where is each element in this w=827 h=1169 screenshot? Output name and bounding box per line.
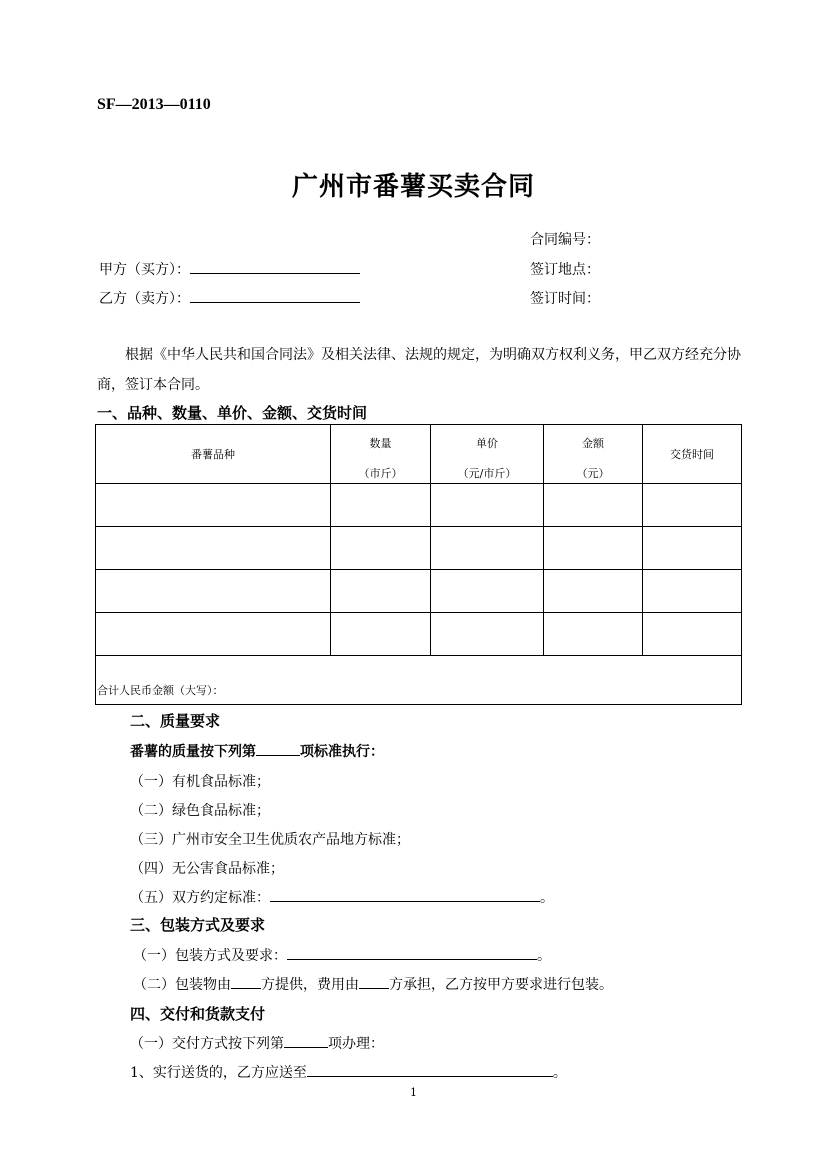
packaging-item-2-text-b: 方提供，费用由: [261, 977, 359, 993]
section-3-heading: 三、包装方式及要求: [130, 916, 266, 934]
section-4-heading: 四、交付和货款支付: [130, 1005, 266, 1023]
header-variety: 番薯品种: [96, 425, 331, 484]
table-cell[interactable]: [643, 527, 742, 570]
header-price: [431, 425, 544, 484]
header-price-unit: （元/市斤）: [457, 467, 517, 480]
sign-place-label: 签订地点：: [530, 262, 600, 278]
table-cell[interactable]: [643, 484, 742, 527]
party-b-label: 乙方（卖方）：: [99, 291, 190, 307]
header-amount-label: 金额: [582, 437, 604, 450]
header-amount-unit: （元）: [576, 467, 610, 480]
party-b-line: [99, 288, 360, 308]
contract-number-label: 合同编号：: [530, 232, 600, 248]
header-quantity-unit: （市斤）: [358, 467, 403, 480]
header-delivery-time: 交货时间: [643, 425, 742, 484]
packaging-item-1: [133, 945, 551, 965]
delivery-item-2: [130, 1062, 567, 1082]
header-price-label: 单价: [476, 437, 498, 450]
intro-paragraph: 根据《中华人民共和国合同法》及相关法律、法规的规定，为明确双方权利义务，甲乙双方经充分协商，签订本合同。: [97, 347, 741, 393]
table-cell[interactable]: [544, 570, 643, 613]
quality-lead-text-end: 项标准执行：: [300, 744, 384, 760]
packaging-item-2-text-c: 方承担，乙方按甲方要求进行包装。: [389, 977, 613, 993]
quality-item-3: （三）广州市安全卫生优质农产品地方标准；: [130, 832, 410, 848]
custom-standard-blank[interactable]: [270, 887, 540, 902]
packaging-cost-bearer-blank[interactable]: [359, 974, 389, 989]
table-cell[interactable]: [431, 613, 544, 656]
table-cell[interactable]: [331, 613, 431, 656]
quality-standard-lead: [130, 741, 384, 761]
table-cell[interactable]: [431, 570, 544, 613]
packaging-item-2: [133, 974, 613, 994]
header-quantity-label: 数量: [369, 437, 392, 450]
table-cell[interactable]: [331, 484, 431, 527]
table-cell[interactable]: [96, 527, 331, 570]
table-cell[interactable]: [544, 484, 643, 527]
table-row: [96, 484, 742, 527]
document-code: SF—2013—0110: [97, 96, 211, 113]
delivery-item-2-end: 。: [552, 1065, 567, 1081]
table-row: [96, 527, 742, 570]
table-row: [96, 570, 742, 613]
packaging-item-2-text-a: （二）包装物由: [133, 977, 231, 993]
table-cell[interactable]: [643, 613, 742, 656]
quality-item-5-end: 。: [540, 890, 554, 906]
packaging-method-blank[interactable]: [287, 945, 537, 960]
packaging-item-1-label: （一）包装方式及要求：: [133, 948, 287, 964]
quality-item-blank[interactable]: [256, 741, 300, 756]
delivery-item-1-text-a: （一）交付方式按下列第: [130, 1036, 284, 1052]
quality-item-5: [130, 887, 554, 907]
table-cell[interactable]: [431, 527, 544, 570]
sign-time-label: 签订时间：: [530, 291, 600, 307]
table-cell[interactable]: [96, 484, 331, 527]
delivery-item-blank[interactable]: [284, 1033, 328, 1048]
header-quantity: [331, 425, 431, 484]
party-a-label: 甲方（买方）：: [99, 262, 190, 278]
page-number: 1: [410, 1086, 417, 1099]
delivery-location-blank[interactable]: [307, 1062, 553, 1077]
header-amount: [544, 425, 643, 484]
table-cell[interactable]: [544, 613, 643, 656]
document-title: 广州市番薯买卖合同: [291, 172, 535, 202]
party-a-blank[interactable]: [190, 259, 360, 274]
delivery-item-1-text-b: 项办理：: [328, 1036, 384, 1052]
table-cell[interactable]: [96, 613, 331, 656]
table-row: [96, 613, 742, 656]
quality-item-1: （一）有机食品标准；: [130, 774, 270, 790]
quality-lead-text: 番薯的质量按下列第: [130, 744, 256, 760]
table-cell[interactable]: [96, 570, 331, 613]
total-row: [96, 656, 742, 705]
quality-item-5-label: （五）双方约定标准：: [130, 890, 270, 906]
table-cell[interactable]: [331, 570, 431, 613]
total-amount-label[interactable]: 合计人民币金额（大写）：: [96, 656, 742, 705]
party-b-blank[interactable]: [190, 288, 360, 303]
table-cell[interactable]: [431, 484, 544, 527]
quality-item-4: （四）无公害食品标准；: [130, 861, 284, 877]
section-1-heading: 一、品种、数量、单价、金额、交货时间: [97, 404, 368, 422]
delivery-item-2-label: 1、实行送货的，乙方应送至: [130, 1065, 307, 1081]
quality-item-2: （二）绿色食品标准；: [130, 803, 270, 819]
section-2-heading: 二、质量要求: [130, 712, 221, 730]
goods-table: [95, 424, 742, 705]
table-cell[interactable]: [331, 527, 431, 570]
table-cell[interactable]: [643, 570, 742, 613]
packaging-provider-blank[interactable]: [231, 974, 261, 989]
packaging-item-1-end: 。: [537, 948, 551, 964]
table-cell[interactable]: [544, 527, 643, 570]
delivery-item-1: [130, 1033, 384, 1053]
party-a-line: [99, 259, 360, 279]
